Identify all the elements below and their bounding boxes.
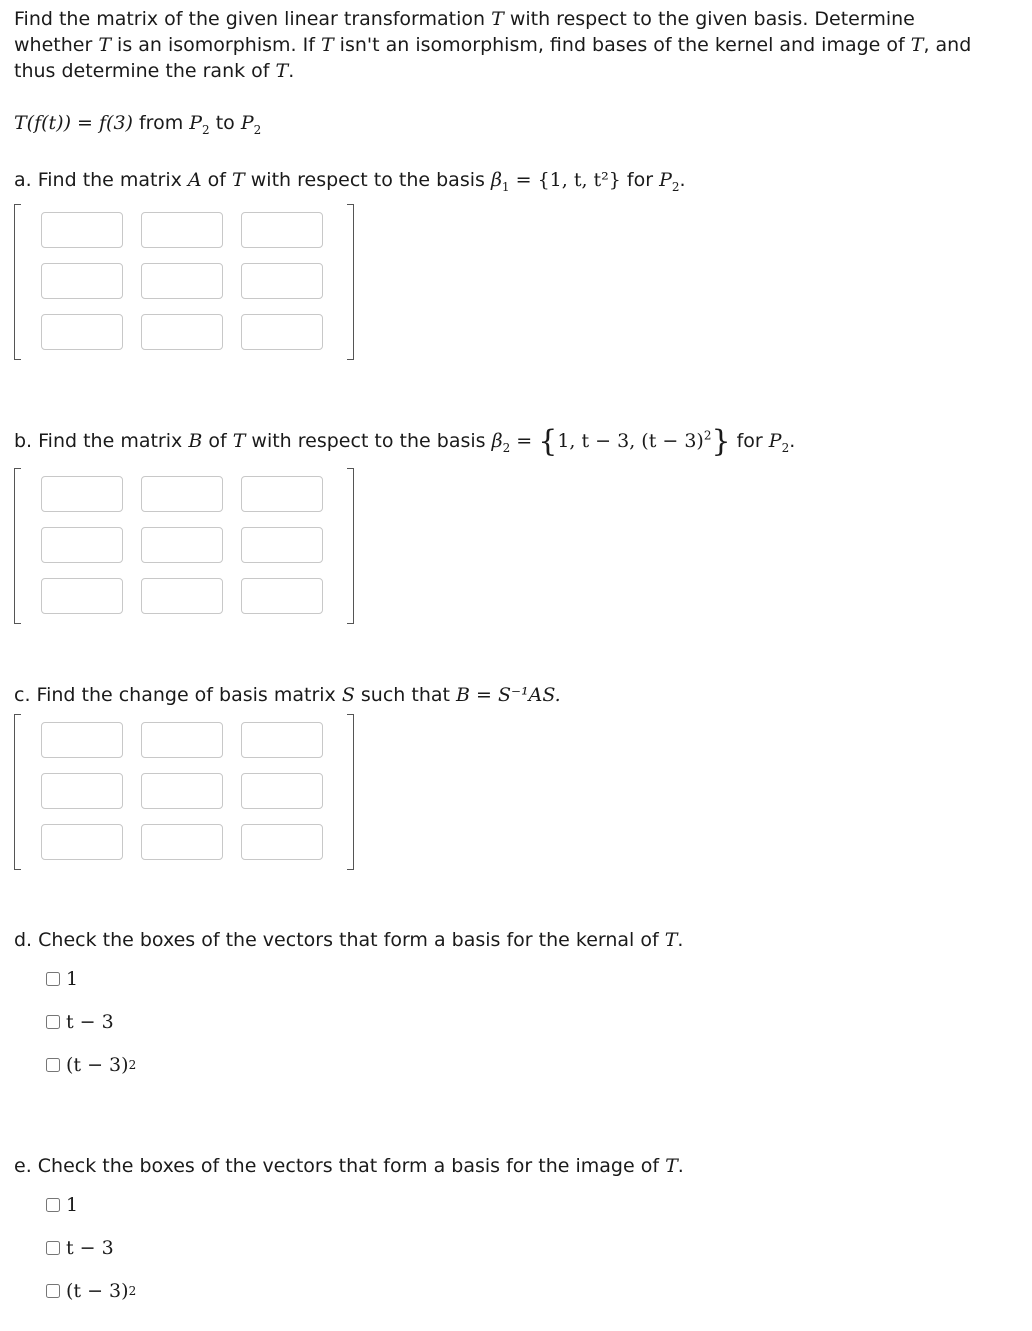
part-c-prompt: c. Find the change of basis matrix S such that B = S⁻¹AS. (14, 684, 561, 706)
matrix-b-cell-2-2[interactable] (141, 527, 223, 563)
kernel-option-1[interactable]: 1 (46, 968, 78, 990)
matrix-b-cell-3-3[interactable] (241, 578, 323, 614)
image-checkbox-t-minus-3-squared[interactable] (46, 1283, 60, 1299)
problem-intro: Find the matrix of the given linear transformation T with respect to the given basis. Determine whether T is an isomorphism. If T isn't an isomorphism, find bases of the kernel and image of T, and thus determine the rank of T. (14, 8, 972, 82)
image-checkbox-t-minus-3[interactable] (46, 1240, 60, 1256)
kernel-option-t-minus-3[interactable]: t − 3 (46, 1011, 114, 1033)
matrix-s-cell-2-1[interactable] (41, 773, 123, 809)
matrix-a-cell-2-3[interactable] (241, 263, 323, 299)
matrix-a-cell-1-2[interactable] (141, 212, 223, 248)
kernel-checkbox-t-minus-3[interactable] (46, 1014, 60, 1030)
matrix-right-bracket (347, 204, 354, 360)
matrix-a-cell-3-3[interactable] (241, 314, 323, 350)
matrix-b-cell-3-2[interactable] (141, 578, 223, 614)
part-d-prompt: d. Check the boxes of the vectors that form a basis for the kernal of T. (14, 929, 684, 951)
matrix-a-cell-1-1[interactable] (41, 212, 123, 248)
transformation-definition: T(f(t)) = f(3) from $P_2$ to $P_2$ (14, 112, 262, 137)
matrix-b-cell-1-2[interactable] (141, 476, 223, 512)
part-b-prompt: b. Find the matrix B of T with respect to the basis $\beta_2 = \{1$, t − 3, $(t - 3)^2$} for $P_2$. (14, 424, 796, 459)
matrix-a-cell-2-1[interactable] (41, 263, 123, 299)
part-e-prompt: e. Check the boxes of the vectors that form a basis for the image of T. (14, 1155, 684, 1177)
part-a-prompt: a. Find the matrix A of T with respect to the basis $\beta_1 = \{1$, t, t²} for $P_2$. (14, 169, 686, 194)
image-checkbox-1[interactable] (46, 1197, 60, 1213)
matrix-a-cell-2-2[interactable] (141, 263, 223, 299)
matrix-s-cell-1-3[interactable] (241, 722, 323, 758)
matrix-left-bracket (14, 468, 21, 624)
matrix-s (14, 714, 356, 870)
matrix-b (14, 468, 356, 624)
matrix-a-cell-1-3[interactable] (241, 212, 323, 248)
image-option-t-minus-3-squared[interactable]: (t − 3) 2 (46, 1280, 136, 1302)
matrix-s-cell-2-2[interactable] (141, 773, 223, 809)
matrix-s-cell-1-1[interactable] (41, 722, 123, 758)
matrix-s-cell-3-1[interactable] (41, 824, 123, 860)
matrix-s-cell-2-3[interactable] (241, 773, 323, 809)
matrix-s-cell-1-2[interactable] (141, 722, 223, 758)
matrix-left-bracket (14, 714, 21, 870)
kernel-checkbox-1[interactable] (46, 971, 60, 987)
kernel-checkbox-t-minus-3-squared[interactable] (46, 1057, 60, 1073)
matrix-b-cell-2-1[interactable] (41, 527, 123, 563)
matrix-b-cell-1-3[interactable] (241, 476, 323, 512)
matrix-right-bracket (347, 468, 354, 624)
matrix-s-cell-3-3[interactable] (241, 824, 323, 860)
matrix-b-cell-1-1[interactable] (41, 476, 123, 512)
matrix-left-bracket (14, 204, 21, 360)
matrix-a-cell-3-2[interactable] (141, 314, 223, 350)
matrix-b-cell-3-1[interactable] (41, 578, 123, 614)
matrix-right-bracket (347, 714, 354, 870)
kernel-option-t-minus-3-squared[interactable]: (t − 3) 2 (46, 1054, 136, 1076)
matrix-a-cell-3-1[interactable] (41, 314, 123, 350)
matrix-b-cell-2-3[interactable] (241, 527, 323, 563)
image-option-1[interactable]: 1 (46, 1194, 78, 1216)
matrix-s-cell-3-2[interactable] (141, 824, 223, 860)
matrix-a (14, 204, 356, 360)
image-option-t-minus-3[interactable]: t − 3 (46, 1237, 114, 1259)
